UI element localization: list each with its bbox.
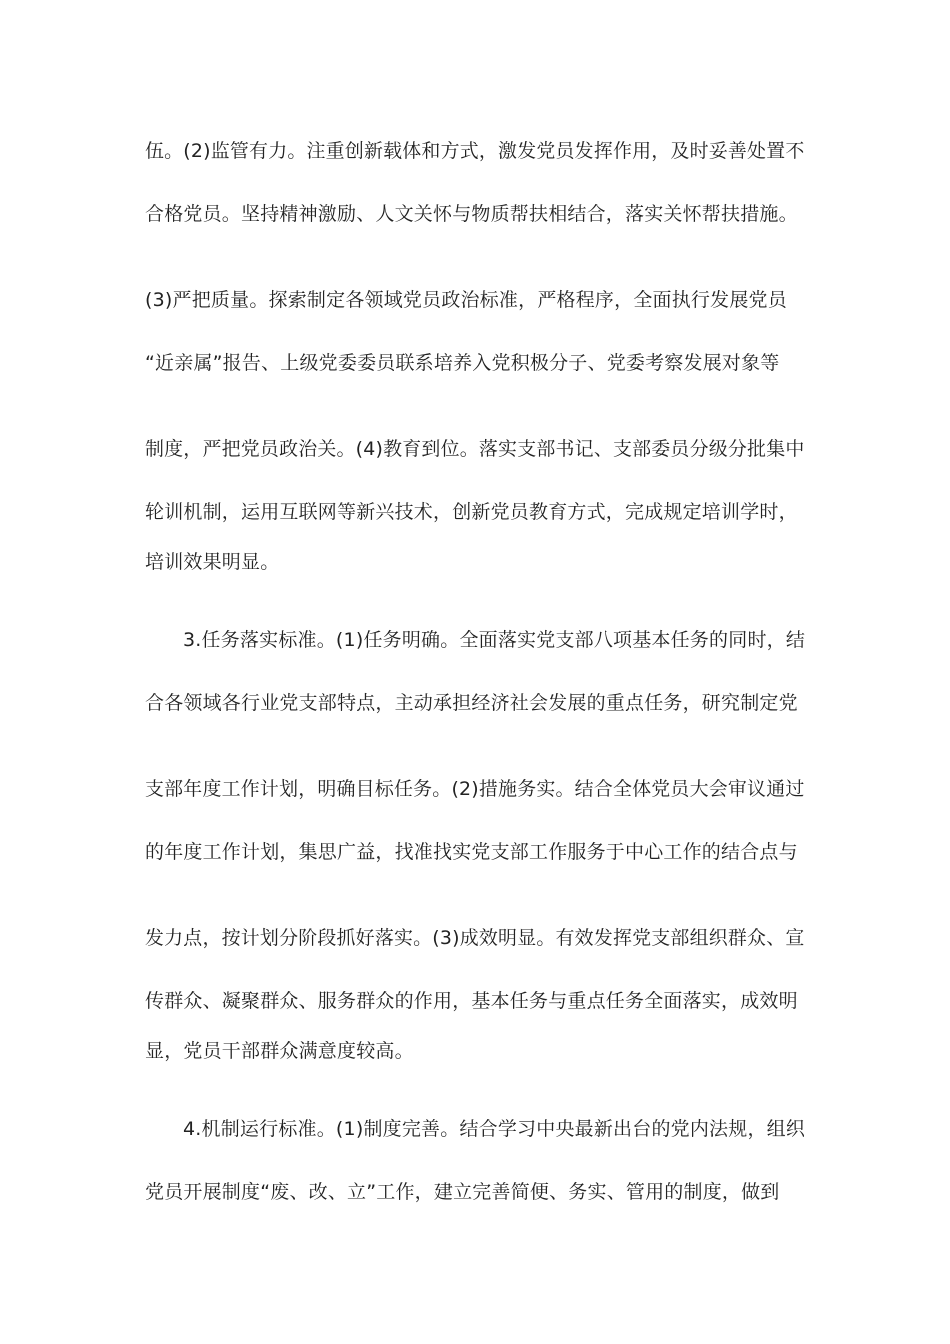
text-line: 合各领域各行业党支部特点，主动承担经济社会发展的重点任务，研究制定党 [145, 692, 798, 714]
text-line: 显，党员干部群众满意度较高。 [145, 1040, 414, 1062]
text-line: “近亲属”报告、上级党委委员联系培养入党积极分子、党委考察发展对象等 [145, 352, 780, 374]
text-line: 支部年度工作计划，明确目标任务。(2)措施务实。结合全体党员大会审议通过 [145, 778, 805, 800]
text-line: 合格党员。坚持精神激励、人文关怀与物质帮扶相结合，落实关怀帮扶措施。 [145, 203, 798, 225]
paragraph-start-line: 4.机制运行标准。(1)制度完善。结合学习中央最新出台的党内法规，组织 [183, 1118, 806, 1140]
text-line: 轮训机制，运用互联网等新兴技术，创新党员教育方式，完成规定培训学时， [145, 501, 798, 523]
text-line: 的年度工作计划，集思广益，找准找实党支部工作服务于中心工作的结合点与 [145, 841, 798, 863]
text-line: 发力点，按计划分阶段抓好落实。(3)成效明显。有效发挥党支部组织群众、宣 [145, 927, 805, 949]
text-line: 党员开展制度“废、改、立”工作，建立完善简便、务实、管用的制度，做到 [145, 1181, 780, 1203]
text-line: 伍。(2)监管有力。注重创新载体和方式，激发党员发挥作用，及时妥善处置不 [145, 140, 805, 162]
text-line: (3)严把质量。探索制定各领域党员政治标准，严格程序，全面执行发展党员 [145, 289, 787, 311]
text-line: 制度，严把党员政治关。(4)教育到位。落实支部书记、支部委员分级分批集中 [145, 438, 805, 460]
paragraph-start-line: 3.任务落实标准。(1)任务明确。全面落实党支部八项基本任务的同时，结 [183, 629, 806, 651]
text-line: 培训效果明显。 [145, 551, 280, 573]
text-line: 传群众、凝聚群众、服务群众的作用，基本任务与重点任务全面落实，成效明 [145, 990, 798, 1012]
